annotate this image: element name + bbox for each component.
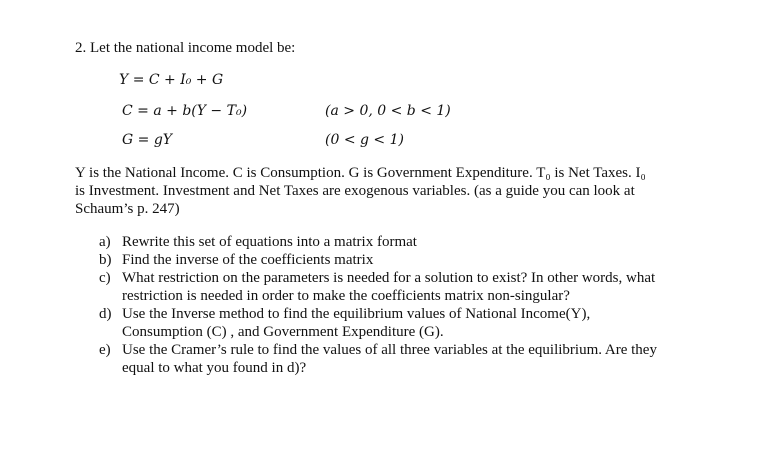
description-line: Y is the National Income. C is Consumption. G is Government Expenditure. T₀ is Net Taxes. I₀ xyxy=(75,165,646,181)
condition-consumption: (a > 0, 0 < b < 1) xyxy=(325,103,451,119)
part-text: equal to what you found in d)? xyxy=(122,360,307,376)
part-text: Use the Inverse method to find the equilibrium values of National Income(Y), xyxy=(122,306,591,322)
part-text: restriction is needed in order to make the coefficients matrix non-singular? xyxy=(122,288,570,304)
problem-heading: 2. Let the national income model be: xyxy=(75,40,296,56)
part-text: Consumption (C) , and Government Expenditure (G). xyxy=(122,324,444,340)
part-c xyxy=(99,269,657,305)
part-text: Use the Cramer’s rule to find the values of all three variables at the equilibrium. Are they xyxy=(122,342,657,358)
part-label: c) xyxy=(99,270,111,286)
condition-government: (0 < g < 1) xyxy=(325,132,404,148)
part-label: d) xyxy=(99,306,112,322)
equation-consumption: C = a + b(Y − T₀) xyxy=(122,103,248,119)
equation-income: Y = C + I₀ + G xyxy=(119,72,224,88)
part-a xyxy=(99,233,657,251)
equation-government: G = gY xyxy=(122,132,173,148)
part-d xyxy=(99,305,657,341)
part-label: a) xyxy=(99,234,111,250)
variable-description xyxy=(75,164,715,218)
part-e xyxy=(99,341,657,377)
part-b xyxy=(99,251,657,269)
parts-list xyxy=(99,233,657,377)
part-text: What restriction on the parameters is needed for a solution to exist? In other words, what xyxy=(122,270,656,286)
part-label: e) xyxy=(99,342,111,358)
description-line: Schaum’s p. 247) xyxy=(75,201,180,217)
part-text: Find the inverse of the coefficients matrix xyxy=(122,252,374,268)
part-label: b) xyxy=(99,252,112,268)
description-line: is Investment. Investment and Net Taxes are exogenous variables. (as a guide you can look at xyxy=(75,183,635,199)
part-text: Rewrite this set of equations into a matrix format xyxy=(122,234,417,250)
